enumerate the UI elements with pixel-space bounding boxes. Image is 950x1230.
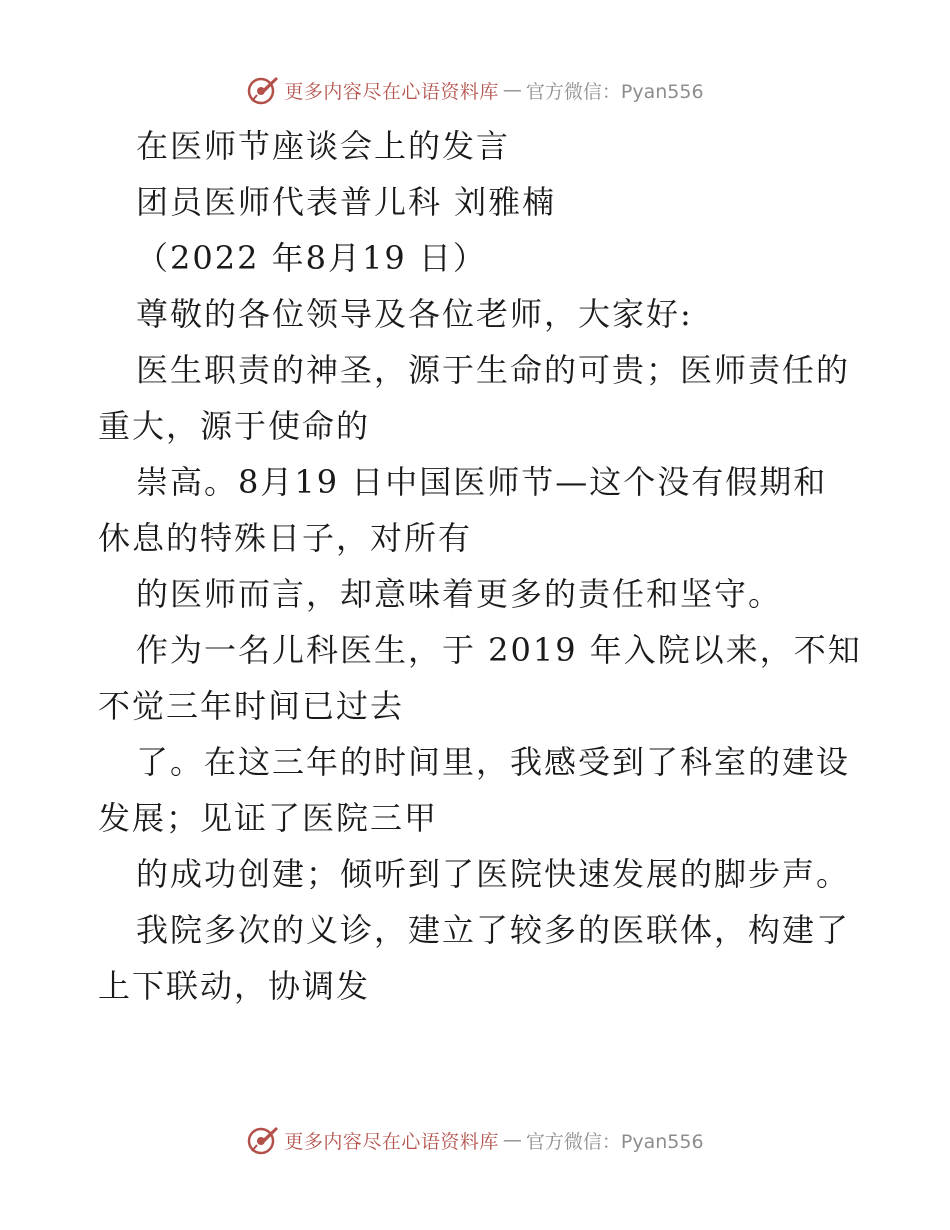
paragraph-line: 作为一名儿科医生，于 2019 年入院以来，不知 <box>136 631 862 669</box>
footer-banner-inner <box>246 1123 703 1157</box>
paragraph-line: 上下联动，协调发 <box>98 967 371 1005</box>
paragraph-line: 的医师而言，却意味着更多的责任和坚守。 <box>136 575 783 613</box>
header-banner <box>0 70 950 110</box>
paragraph-line: 的成功创建；倾听到了医院快速发展的脚步声。 <box>136 855 851 893</box>
footer-banner-title: 更多内容尽在心语资料库 <box>284 1130 499 1153</box>
speech-title: 在医师节座谈会上的发言 <box>136 127 511 165</box>
paragraph-line: 医生职责的神圣，源于生命的可贵；医师责任的 <box>136 351 851 389</box>
greeting-line: 尊敬的各位领导及各位老师，大家好: <box>136 295 693 333</box>
footer-banner-contact: 官方微信：Pyan556 <box>525 1130 704 1153</box>
footer-banner <box>0 1120 950 1160</box>
pen-logo-icon <box>246 73 280 107</box>
header-banner-separator: — <box>502 79 522 101</box>
paragraph-line: 崇高。8月19 日中国医师节—这个没有假期和 <box>136 463 828 501</box>
header-banner-contact: 官方微信：Pyan556 <box>525 80 704 103</box>
document-body <box>98 118 862 1014</box>
header-banner-inner <box>246 73 703 107</box>
paragraph-line: 了。在这三年的时间里，我感受到了科室的建设 <box>136 743 851 781</box>
footer-banner-separator: — <box>502 1129 522 1151</box>
paragraph-line: 我院多次的义诊，建立了较多的医联体，构建了 <box>136 911 851 949</box>
pen-logo-icon <box>246 1123 280 1157</box>
speaker-line: 团员医师代表普儿科 刘雅楠 <box>136 183 557 221</box>
paragraph-line: 休息的特殊日子，对所有 <box>98 519 473 557</box>
paragraph-line: 重大，源于使命的 <box>98 407 371 445</box>
header-banner-title: 更多内容尽在心语资料库 <box>284 80 499 103</box>
date-line: （2022 年8月19 日） <box>136 239 487 277</box>
paragraph-line: 不觉三年时间已过去 <box>98 687 405 725</box>
paragraph-line: 发展；见证了医院三甲 <box>98 799 439 837</box>
